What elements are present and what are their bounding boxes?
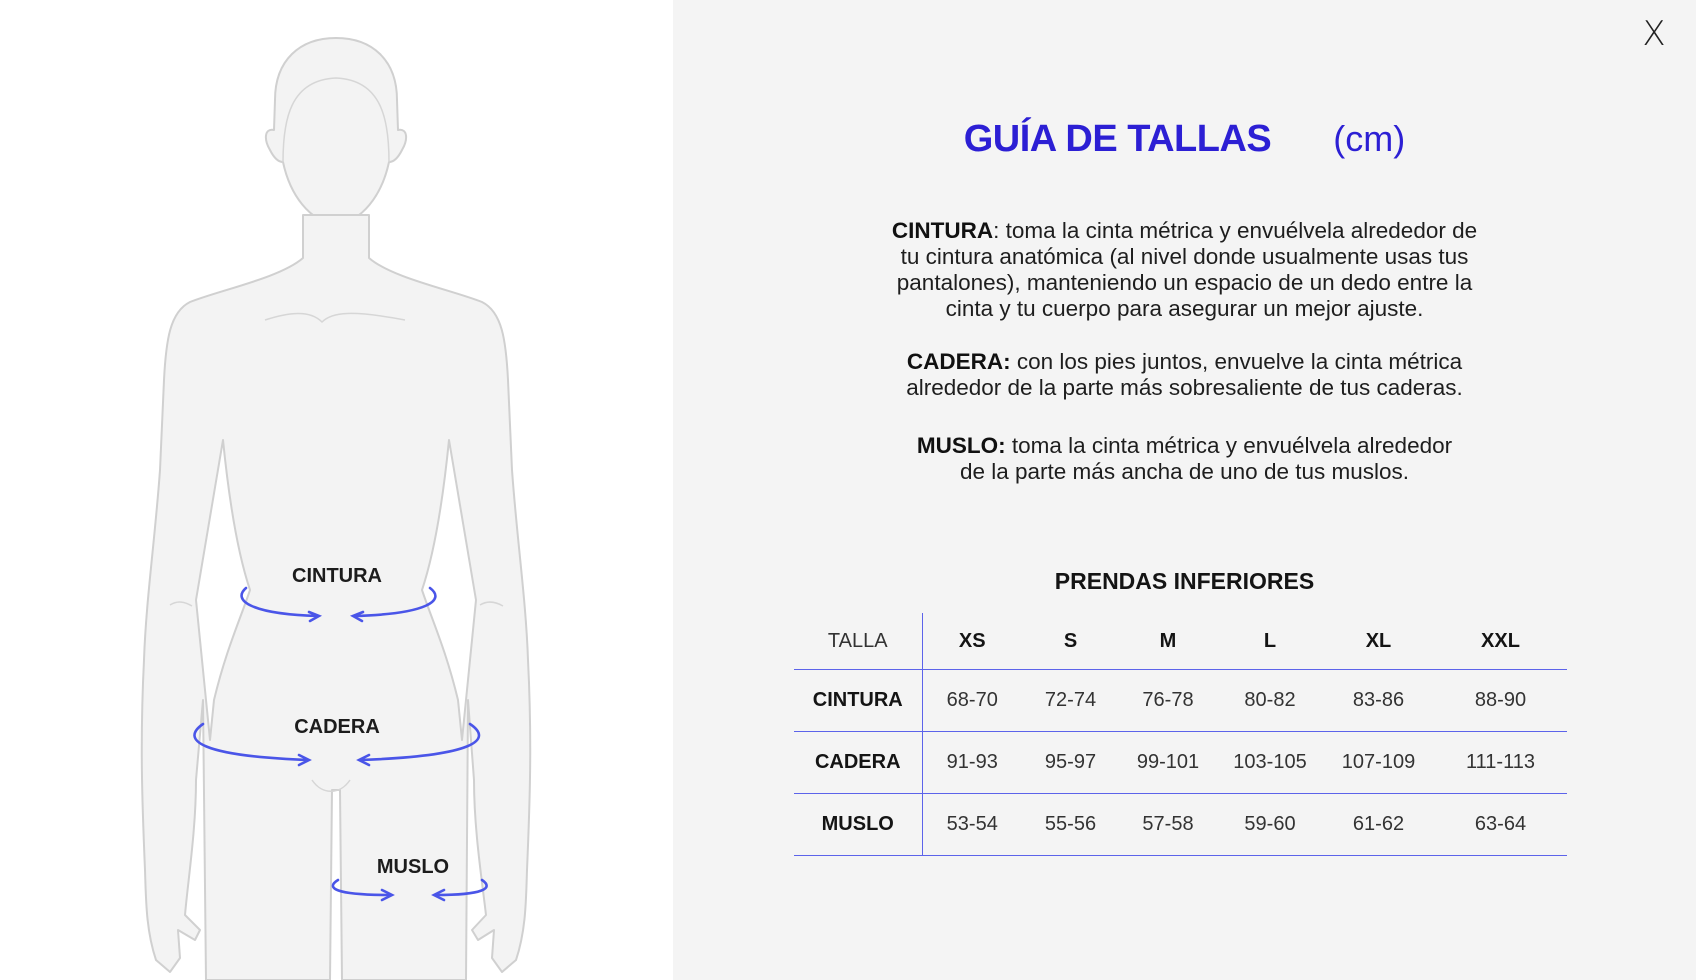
- figure-label-thigh: MUSLO: [376, 856, 450, 878]
- table-cell: 57-58: [1119, 794, 1217, 856]
- size-guide-panel: [673, 0, 1696, 980]
- table-cell: 91-93: [922, 732, 1022, 794]
- table-cell: 80-82: [1217, 670, 1323, 732]
- body-silhouette-illustration: [0, 0, 673, 980]
- thigh-instructions: MUSLO: toma la cinta métrica y envuélvela alrededor de la parte más ancha de uno de tus muslos.: [916, 433, 1453, 484]
- waist-instructions: CINTURA: toma la cinta métrica y envuélvela alrededor de tu cintura anatómica (al nivel donde usualmente usas tus pantalones), manteniendo un espacio de un dedo entre la cinta y tu cuerpo para asegurar un mejor ajuste.: [891, 218, 1478, 321]
- size-guide-title: [673, 118, 1696, 161]
- table-cell: 61-62: [1323, 794, 1434, 856]
- title-unit: (cm): [1333, 118, 1406, 159]
- size-header: XS: [922, 613, 1022, 670]
- table-cell: 111-113: [1434, 732, 1567, 794]
- table-cell: 53-54: [922, 794, 1022, 856]
- size-table: [794, 613, 1567, 856]
- table-cell: 59-60: [1217, 794, 1323, 856]
- table-cell: 63-64: [1434, 794, 1567, 856]
- size-header: XL: [1323, 613, 1434, 670]
- size-header: L: [1217, 613, 1323, 670]
- row-label: MUSLO: [794, 794, 922, 856]
- table-cell: 88-90: [1434, 670, 1567, 732]
- size-header: S: [1022, 613, 1119, 670]
- row-label: CADERA: [794, 732, 922, 794]
- table-cell: 76-78: [1119, 670, 1217, 732]
- table-header-row: [794, 613, 1567, 670]
- title-main: GUÍA DE TALLAS: [963, 118, 1272, 160]
- size-header: M: [1119, 613, 1217, 670]
- table-cell: 68-70: [922, 670, 1022, 732]
- table-row: [794, 732, 1567, 794]
- table-row: [794, 670, 1567, 732]
- hip-term: CADERA:: [906, 349, 1011, 374]
- table-cell: 95-97: [1022, 732, 1119, 794]
- table-cell: 107-109: [1323, 732, 1434, 794]
- thigh-term: MUSLO:: [916, 433, 1006, 458]
- figure-label-hip: CADERA: [294, 716, 380, 738]
- table-cell: 55-56: [1022, 794, 1119, 856]
- table-cell: 99-101: [1119, 732, 1217, 794]
- body-figure-panel: [0, 0, 673, 980]
- close-button[interactable]: X: [1642, 14, 1666, 54]
- figure-label-waist: CINTURA: [292, 565, 382, 587]
- table-cell: 103-105: [1217, 732, 1323, 794]
- table-title: PRENDAS INFERIORES: [1054, 568, 1315, 594]
- table-cell: 72-74: [1022, 670, 1119, 732]
- size-header: XXL: [1434, 613, 1567, 670]
- waist-term: CINTURA: [891, 218, 994, 243]
- table-corner-label: TALLA: [794, 613, 922, 670]
- table-cell: 83-86: [1323, 670, 1434, 732]
- table-row: [794, 794, 1567, 856]
- row-label: CINTURA: [794, 670, 922, 732]
- hip-instructions: CADERA: con los pies juntos, envuelve la cinta métrica alrededor de la parte más sobresaliente de tus caderas.: [906, 349, 1463, 400]
